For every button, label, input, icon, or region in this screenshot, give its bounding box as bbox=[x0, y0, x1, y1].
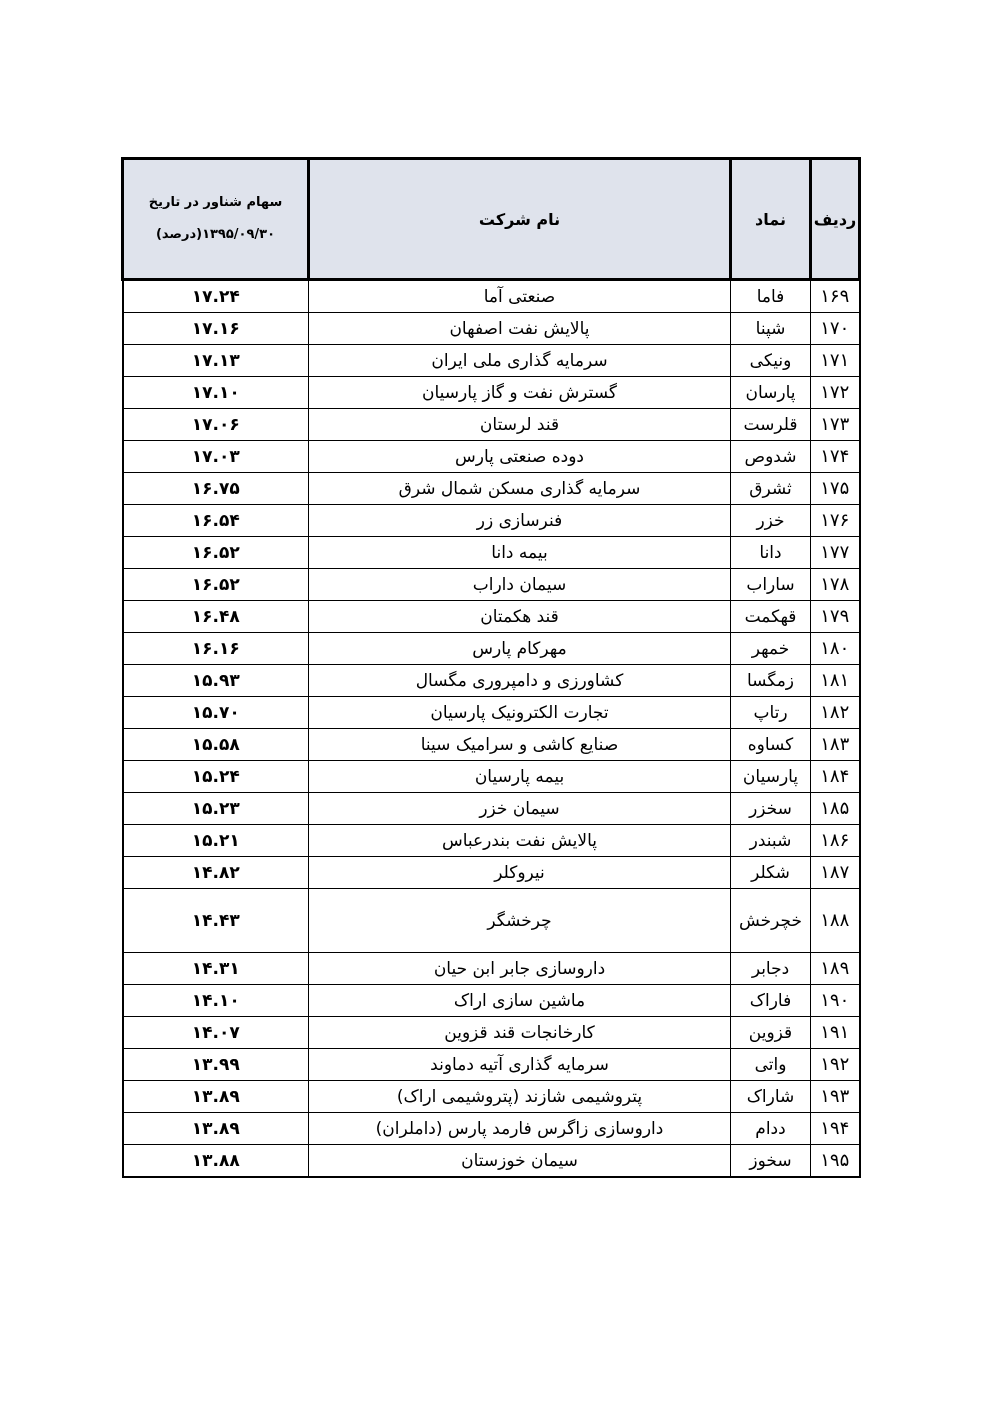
row-float: ۱۵.۲۳ bbox=[123, 793, 309, 825]
row-company: نیروکلر bbox=[309, 857, 731, 889]
row-float: ۱۷.۲۴ bbox=[123, 280, 309, 313]
row-index: ۱۸۵ bbox=[811, 793, 860, 825]
row-company: بیمه پارسیان bbox=[309, 761, 731, 793]
row-float: ۱۷.۱۳ bbox=[123, 345, 309, 377]
row-index: ۱۹۲ bbox=[811, 1049, 860, 1081]
row-index: ۱۸۲ bbox=[811, 697, 860, 729]
row-index: ۱۹۱ bbox=[811, 1017, 860, 1049]
row-float: ۱۳.۸۹ bbox=[123, 1081, 309, 1113]
row-float: ۱۴.۱۰ bbox=[123, 985, 309, 1017]
row-symbol: واتی bbox=[731, 1049, 811, 1081]
table-row bbox=[123, 1049, 860, 1081]
row-symbol: شکلر bbox=[731, 857, 811, 889]
row-symbol: زمگسا bbox=[731, 665, 811, 697]
row-company: صنعتی آما bbox=[309, 280, 731, 313]
table-row bbox=[123, 729, 860, 761]
row-float: ۱۵.۵۸ bbox=[123, 729, 309, 761]
row-index: ۱۷۵ bbox=[811, 473, 860, 505]
table-row bbox=[123, 985, 860, 1017]
row-symbol: قزوین bbox=[731, 1017, 811, 1049]
row-float: ۱۶.۱۶ bbox=[123, 633, 309, 665]
table-row bbox=[123, 537, 860, 569]
row-index: ۱۸۱ bbox=[811, 665, 860, 697]
table-row bbox=[123, 280, 860, 313]
row-symbol: سخزر bbox=[731, 793, 811, 825]
row-symbol: فاراک bbox=[731, 985, 811, 1017]
table-row bbox=[123, 761, 860, 793]
row-index: ۱۷۷ bbox=[811, 537, 860, 569]
row-float: ۱۳.۸۹ bbox=[123, 1113, 309, 1145]
row-index: ۱۸۰ bbox=[811, 633, 860, 665]
row-company: سرمایه گذاری ملی ایران bbox=[309, 345, 731, 377]
row-float: ۱۷.۰۳ bbox=[123, 441, 309, 473]
row-symbol: قلرست bbox=[731, 409, 811, 441]
row-float: ۱۴.۰۷ bbox=[123, 1017, 309, 1049]
table-body bbox=[123, 280, 860, 1178]
row-company: دوده صنعتی پارس bbox=[309, 441, 731, 473]
header-symbol: نماد bbox=[731, 159, 811, 280]
table-row bbox=[123, 569, 860, 601]
row-float: ۱۵.۹۳ bbox=[123, 665, 309, 697]
table-row bbox=[123, 377, 860, 409]
row-company: گسترش نفت و گاز پارسیان bbox=[309, 377, 731, 409]
row-float: ۱۶.۵۲ bbox=[123, 537, 309, 569]
row-index: ۱۷۹ bbox=[811, 601, 860, 633]
row-index: ۱۶۹ bbox=[811, 280, 860, 313]
row-symbol: فاما bbox=[731, 280, 811, 313]
row-index: ۱۸۸ bbox=[811, 889, 860, 953]
header-row bbox=[123, 159, 860, 280]
row-symbol: دجابر bbox=[731, 953, 811, 985]
row-float: ۱۷.۰۶ bbox=[123, 409, 309, 441]
row-company: سیمان خوزستان bbox=[309, 1145, 731, 1178]
row-company: مهرکام پارس bbox=[309, 633, 731, 665]
row-symbol: قهکمت bbox=[731, 601, 811, 633]
header-float-line2: ۱۳۹۵/۰۹/۳۰(درصد) bbox=[155, 227, 276, 242]
table-row bbox=[123, 697, 860, 729]
table-row bbox=[123, 889, 860, 953]
row-symbol: شاراک bbox=[731, 1081, 811, 1113]
row-float: ۱۷.۱۰ bbox=[123, 377, 309, 409]
row-company: سرمایه گذاری مسکن شمال شرق bbox=[309, 473, 731, 505]
table-row bbox=[123, 1145, 860, 1178]
table-row bbox=[123, 633, 860, 665]
free-float-table bbox=[121, 157, 861, 1178]
row-company: کشاورزی و دامپروری مگسال bbox=[309, 665, 731, 697]
row-float: ۱۳.۹۹ bbox=[123, 1049, 309, 1081]
row-company: چرخشگر bbox=[309, 889, 731, 953]
row-company: داروسازی زاگرس فارمد پارس (داملران) bbox=[309, 1113, 731, 1145]
table-row bbox=[123, 953, 860, 985]
row-index: ۱۹۰ bbox=[811, 985, 860, 1017]
row-company: پتروشیمی شازند (پتروشیمی اراک) bbox=[309, 1081, 731, 1113]
row-index: ۱۷۸ bbox=[811, 569, 860, 601]
row-index: ۱۷۱ bbox=[811, 345, 860, 377]
row-symbol: رتاپ bbox=[731, 697, 811, 729]
row-float: ۱۴.۳۱ bbox=[123, 953, 309, 985]
table-row bbox=[123, 857, 860, 889]
row-index: ۱۷۶ bbox=[811, 505, 860, 537]
row-symbol: شدوص bbox=[731, 441, 811, 473]
row-company: سیمان داراب bbox=[309, 569, 731, 601]
table-row bbox=[123, 441, 860, 473]
table-row bbox=[123, 793, 860, 825]
row-index: ۱۸۶ bbox=[811, 825, 860, 857]
row-symbol: شبندر bbox=[731, 825, 811, 857]
row-company: قند هکمتان bbox=[309, 601, 731, 633]
row-symbol: شپنا bbox=[731, 313, 811, 345]
row-company: داروسازی جابر ابن حیان bbox=[309, 953, 731, 985]
table-row bbox=[123, 825, 860, 857]
row-symbol: پارسان bbox=[731, 377, 811, 409]
row-index: ۱۷۳ bbox=[811, 409, 860, 441]
row-index: ۱۸۷ bbox=[811, 857, 860, 889]
row-float: ۱۴.۴۳ bbox=[123, 889, 309, 953]
row-symbol: پارسیان bbox=[731, 761, 811, 793]
table-row bbox=[123, 345, 860, 377]
header-index: ردیف bbox=[811, 159, 860, 280]
row-symbol: ثشرق bbox=[731, 473, 811, 505]
row-index: ۱۹۵ bbox=[811, 1145, 860, 1178]
row-company: قند لرستان bbox=[309, 409, 731, 441]
table-row bbox=[123, 1113, 860, 1145]
row-float: ۱۳.۸۸ bbox=[123, 1145, 309, 1178]
row-symbol: سخوز bbox=[731, 1145, 811, 1178]
row-float: ۱۶.۷۵ bbox=[123, 473, 309, 505]
row-symbol: دانا bbox=[731, 537, 811, 569]
row-index: ۱۸۳ bbox=[811, 729, 860, 761]
table-row bbox=[123, 601, 860, 633]
row-symbol: کساوه bbox=[731, 729, 811, 761]
table-row bbox=[123, 505, 860, 537]
row-company: پالایش نفت اصفهان bbox=[309, 313, 731, 345]
row-index: ۱۷۴ bbox=[811, 441, 860, 473]
row-index: ۱۹۴ bbox=[811, 1113, 860, 1145]
row-float: ۱۶.۵۴ bbox=[123, 505, 309, 537]
row-company: پالایش نفت بندرعباس bbox=[309, 825, 731, 857]
row-symbol: ونیکی bbox=[731, 345, 811, 377]
row-index: ۱۹۳ bbox=[811, 1081, 860, 1113]
free-float-table-container bbox=[121, 157, 858, 1178]
row-index: ۱۸۴ bbox=[811, 761, 860, 793]
row-symbol: خزر bbox=[731, 505, 811, 537]
row-float: ۱۵.۷۰ bbox=[123, 697, 309, 729]
row-company: سرمایه گذاری آتیه دماوند bbox=[309, 1049, 731, 1081]
table-row bbox=[123, 665, 860, 697]
row-company: کارخانجات قند قزوین bbox=[309, 1017, 731, 1049]
row-float: ۱۵.۲۱ bbox=[123, 825, 309, 857]
row-float: ۱۶.۵۲ bbox=[123, 569, 309, 601]
header-float-line1: سهام شناور در تاریخ bbox=[148, 195, 283, 210]
row-index: ۱۷۰ bbox=[811, 313, 860, 345]
row-company: سیمان خزر bbox=[309, 793, 731, 825]
table-row bbox=[123, 409, 860, 441]
header-float bbox=[123, 159, 309, 280]
table-row bbox=[123, 1017, 860, 1049]
header-company: نام شرکت bbox=[309, 159, 731, 280]
row-symbol: ددام bbox=[731, 1113, 811, 1145]
row-company: فنرسازی زر bbox=[309, 505, 731, 537]
table-row bbox=[123, 1081, 860, 1113]
table-header bbox=[123, 159, 860, 280]
row-index: ۱۷۲ bbox=[811, 377, 860, 409]
row-symbol: خچرخش bbox=[731, 889, 811, 953]
row-index: ۱۸۹ bbox=[811, 953, 860, 985]
row-symbol: خمهر bbox=[731, 633, 811, 665]
row-company: ماشین سازی اراک bbox=[309, 985, 731, 1017]
row-float: ۱۶.۴۸ bbox=[123, 601, 309, 633]
row-company: صنایع کاشی و سرامیک سینا bbox=[309, 729, 731, 761]
row-float: ۱۷.۱۶ bbox=[123, 313, 309, 345]
row-symbol: ساراب bbox=[731, 569, 811, 601]
row-company: تجارت الکترونیک پارسیان bbox=[309, 697, 731, 729]
row-company: بیمه دانا bbox=[309, 537, 731, 569]
table-row bbox=[123, 313, 860, 345]
row-float: ۱۵.۲۴ bbox=[123, 761, 309, 793]
row-float: ۱۴.۸۲ bbox=[123, 857, 309, 889]
table-row bbox=[123, 473, 860, 505]
